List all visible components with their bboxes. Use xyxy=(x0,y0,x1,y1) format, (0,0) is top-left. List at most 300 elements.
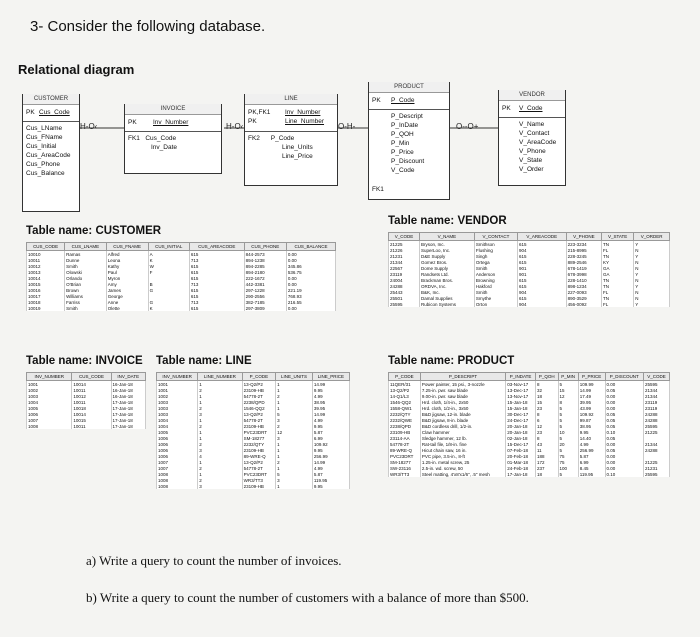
table-cell: B&D jigsaw, 8-in. blade xyxy=(420,417,505,423)
table-cell: Smithson xyxy=(474,241,517,248)
field: Line_Units xyxy=(282,144,313,151)
table-cell: Dunne xyxy=(65,257,107,263)
table-cell: 24288 xyxy=(644,417,670,423)
table-cell: 1 xyxy=(276,441,313,447)
table-cell: 0.00 xyxy=(286,251,335,258)
table-cell: Bryson, Inc. xyxy=(420,241,475,248)
table-cell: Brackman Bros. xyxy=(420,277,475,283)
table-cell: Y xyxy=(634,253,670,259)
column-header: V_ORDER xyxy=(634,233,670,241)
table-cell: Y xyxy=(634,241,670,248)
table-cell: SW-23116 xyxy=(389,465,421,471)
field: Cus_Balance xyxy=(26,170,65,177)
table-cell: 38.95 xyxy=(578,423,605,429)
column-header: P_DESCRIPT xyxy=(420,373,505,381)
table-cell: 23 xyxy=(535,405,558,411)
table-cell: 13-Q2/P2 xyxy=(389,387,421,393)
table-cell: 24-Dec-17 xyxy=(506,417,536,423)
table-cell: 1 xyxy=(276,483,313,489)
table-cell: 109.92 xyxy=(312,441,349,447)
table-cell: 10010 xyxy=(27,251,65,258)
column-header: V_AREACODE xyxy=(517,233,566,241)
table-cell: 615 xyxy=(517,253,566,259)
column-header: CUS_AREACODE xyxy=(189,243,244,251)
table-cell: 54778-2T xyxy=(389,441,421,447)
relationship-symbol: H-O‹ xyxy=(80,122,98,131)
table-cell: 221.19 xyxy=(286,287,335,293)
table-cell: Y xyxy=(634,301,670,307)
column-header: INV_NUMBER xyxy=(157,373,198,381)
table-cell: 10014 xyxy=(72,411,111,417)
table-cell: 228-1410 xyxy=(566,277,601,283)
table-cell: Smith xyxy=(474,289,517,295)
table-cell: Smith xyxy=(474,265,517,271)
table-cell: 14.99 xyxy=(312,459,349,465)
table-cell: 25595 xyxy=(644,423,670,429)
table-cell: 8 xyxy=(558,399,578,405)
table-cell: 10014 xyxy=(27,275,65,281)
table-cell: 6.99 xyxy=(578,459,605,465)
table-cell: 24-Feb-18 xyxy=(506,465,536,471)
table-cell: Ramas xyxy=(65,251,107,258)
table-cell: 0.00 xyxy=(605,465,644,471)
table-cell: 678-3998 xyxy=(566,271,601,277)
relationship-symbol: O-H- xyxy=(338,122,356,131)
table-cell: 14.99 xyxy=(312,381,349,388)
table-cell: Anderson xyxy=(474,271,517,277)
entity-pk-label: PK,FK1 xyxy=(248,109,271,116)
table-cell: 5 xyxy=(558,471,578,477)
table-cell: 20 xyxy=(558,441,578,447)
relationship-symbol: H-O‹ xyxy=(226,122,244,131)
table-cell: N xyxy=(634,289,670,295)
table-cell: 03-Nov-17 xyxy=(506,381,536,388)
table-cell: 10015 xyxy=(27,281,65,287)
table-cell: 75 xyxy=(558,459,578,465)
table-cell: 0.00 xyxy=(605,441,644,447)
table-cell: 1004 xyxy=(157,423,198,429)
table-cell: 21344 xyxy=(644,393,670,399)
table-cell: 1006 xyxy=(157,435,198,441)
table-cell: 9.95 xyxy=(312,387,349,393)
table-cell: Rat-tail file, 1/8-in. fine xyxy=(420,441,505,447)
table-cell: 10018 xyxy=(72,405,111,411)
table-cell: 5.87 xyxy=(578,453,605,459)
table-cell: 6.99 xyxy=(312,435,349,441)
table-cell: Farriss xyxy=(65,299,107,305)
table-cell: 615 xyxy=(517,295,566,301)
table-cell: KY xyxy=(602,259,634,265)
table-cell: 1 xyxy=(198,435,242,441)
table-cell: 17-Jan-18 xyxy=(111,411,145,417)
table-cell: 10016 xyxy=(27,287,65,293)
table-cell: N xyxy=(634,247,670,253)
column-header: CUS_PHONE xyxy=(244,243,286,251)
table-cell: 5.87 xyxy=(312,429,349,435)
table-cell: 894-2285 xyxy=(244,263,286,269)
product-table xyxy=(388,372,670,477)
table-cell: 119.95 xyxy=(312,477,349,483)
table-cell: 10015 xyxy=(72,417,111,423)
table-cell: Sledge hammer, 12 lb. xyxy=(420,435,505,441)
table-cell: 25501 xyxy=(389,295,420,301)
table-cell: 5 xyxy=(558,435,578,441)
table-cell: 22567 xyxy=(389,265,420,271)
relationship-lines xyxy=(0,0,700,210)
table-cell: 02-Jan-18 xyxy=(506,435,536,441)
table-cell: 0.05 xyxy=(605,411,644,417)
table-cell: 01-Mar-18 xyxy=(506,459,536,465)
table-cell: 13-Q2/P2 xyxy=(242,411,276,417)
table-cell: 15-Dec-17 xyxy=(506,441,536,447)
field: Inv_Date xyxy=(151,144,178,151)
table-cell: 1002 xyxy=(27,387,72,393)
table-cell: 678-1419 xyxy=(566,265,601,271)
table-cell: 1 xyxy=(276,399,313,405)
table-cell: 615 xyxy=(189,293,244,299)
entity-fields xyxy=(245,131,337,163)
table-cell: 382-7185 xyxy=(244,299,286,305)
table-cell: K xyxy=(148,257,189,263)
table-cell: 4.99 xyxy=(312,465,349,471)
entity-pk-field: Inv_Number xyxy=(285,109,321,116)
table-cell: 10011 xyxy=(72,423,111,429)
table-cell: 54778-2T xyxy=(242,393,276,399)
table-cell: 2 xyxy=(276,459,313,465)
table-cell: 1 xyxy=(198,417,242,423)
table-cell: 109.92 xyxy=(578,411,605,417)
table-cell: Smith xyxy=(65,305,107,311)
table-cell: 172 xyxy=(535,459,558,465)
table-cell: 345.86 xyxy=(286,263,335,269)
table-cell: 0.00 xyxy=(605,399,644,405)
table-row xyxy=(389,301,670,307)
table-cell: 222-1672 xyxy=(244,275,286,281)
table-cell: 5 xyxy=(276,471,313,477)
table-cell: 119.95 xyxy=(578,471,605,477)
entity-pk-field: Cus_Code xyxy=(39,109,70,116)
table-cell: 1 xyxy=(198,471,242,477)
table-cell: 256.99 xyxy=(578,447,605,453)
table-cell: 1006 xyxy=(27,411,72,417)
table-cell: 844-2573 xyxy=(244,251,286,258)
invoice-table-title: Table name: INVOICE xyxy=(26,355,143,367)
table-cell: 901 xyxy=(517,271,566,277)
table-cell: 23 xyxy=(535,429,558,435)
table-cell: 1008 xyxy=(157,471,198,477)
table-cell: 17-Jan-18 xyxy=(506,471,536,477)
table-cell: 615 xyxy=(189,269,244,275)
field: P_Descript xyxy=(391,113,423,120)
column-header: LINE_UNITS xyxy=(276,373,313,381)
table-cell: 1005 xyxy=(157,429,198,435)
table-cell: 713 xyxy=(189,257,244,263)
table-cell: SM-18277 xyxy=(242,435,276,441)
table-cell: 1546-QQ2 xyxy=(242,405,276,411)
table-cell: 23109-HB xyxy=(242,447,276,453)
table-cell: 24288 xyxy=(389,283,420,289)
table-cell: Smith xyxy=(65,263,107,269)
table-cell: 12 xyxy=(558,393,578,399)
field: Cus_Phone xyxy=(26,161,60,168)
table-cell: 17-Jan-18 xyxy=(111,399,145,405)
column-header: V_STATE xyxy=(602,233,634,241)
table-cell: Randsets Ltd. xyxy=(420,271,475,277)
entity-pk-label: PK xyxy=(128,119,137,126)
table-cell: 1004 xyxy=(27,399,72,405)
entity-pk-label: PK xyxy=(502,105,511,112)
line-entity xyxy=(244,94,338,186)
table-cell: TN xyxy=(602,295,634,301)
table-cell: ORDVA, Inc. xyxy=(420,283,475,289)
table-cell: 5 xyxy=(558,381,578,388)
table-cell: 10011 xyxy=(72,399,111,405)
question-b: b) Write a query to count the number of customers with a balance of more than $500. xyxy=(86,590,529,605)
table-cell: 2 xyxy=(198,405,242,411)
table-cell: FL xyxy=(602,301,634,307)
table-cell: 2232/QWE xyxy=(389,417,421,423)
table-cell: 713 xyxy=(189,299,244,305)
table-cell: G xyxy=(148,287,189,293)
table-cell: 1558-QW1 xyxy=(389,405,421,411)
table-cell: 2 xyxy=(276,393,313,399)
table-cell: 1003 xyxy=(157,399,198,405)
table-row xyxy=(157,483,350,489)
table-cell: WR3/TT3 xyxy=(389,471,421,477)
table-cell: 8 xyxy=(535,381,558,388)
table-cell: 13-Q2/P2 xyxy=(242,381,276,388)
table-cell: PVC23DRT xyxy=(242,471,276,477)
table-cell: 1005 xyxy=(27,405,72,411)
field: P_QOH xyxy=(391,131,414,138)
table-cell: PVC pipe, 3.5-in., 8-ft xyxy=(420,453,505,459)
relationship-symbol: O--O+ xyxy=(456,122,479,131)
entity-name: LINE xyxy=(245,94,337,105)
table-cell: Orton xyxy=(474,301,517,307)
table-cell: 1007 xyxy=(157,465,198,471)
column-header: INV_DATE xyxy=(111,373,145,381)
table-cell: 3 xyxy=(276,417,313,423)
product-entity xyxy=(368,82,450,200)
table-cell: 16-Jan-18 xyxy=(111,387,145,393)
table-cell: 17-Jan-18 xyxy=(111,423,145,429)
field: Cus_FName xyxy=(26,134,63,141)
table-cell: 1001 xyxy=(157,387,198,393)
table-cell: 89-WRE-Q xyxy=(389,447,421,453)
table-cell: 1003 xyxy=(27,393,72,399)
table-cell: 0.00 xyxy=(605,381,644,388)
table-cell: 0.00 xyxy=(605,393,644,399)
table-cell: FL xyxy=(602,247,634,253)
table-cell: Paul xyxy=(106,269,148,275)
table-cell: 9.95 xyxy=(312,423,349,429)
table-cell: 10011 xyxy=(72,387,111,393)
table-cell: 3 xyxy=(198,483,242,489)
table-cell: 89-WRE-Q xyxy=(242,453,276,459)
table-cell: B xyxy=(148,281,189,287)
table-cell: 8.45 xyxy=(578,465,605,471)
field: P_Discount xyxy=(391,158,425,165)
table-cell: 9.95 xyxy=(312,483,349,489)
table-cell: 1001 xyxy=(27,381,72,388)
table-cell: 23109-HB xyxy=(242,483,276,489)
table-cell: 0.00 xyxy=(605,459,644,465)
table-cell: 1 xyxy=(276,453,313,459)
table-cell: 14-Q1/L3 xyxy=(389,393,421,399)
table-cell: 0.00 xyxy=(286,305,335,311)
table-cell: 889-2546 xyxy=(566,259,601,265)
entity-pk-label: PK xyxy=(248,118,257,125)
table-cell: 2232/QTY xyxy=(389,411,421,417)
table-cell: Orlando xyxy=(65,275,107,281)
table-cell: 1 xyxy=(198,393,242,399)
table-cell: 3 xyxy=(198,411,242,417)
field: P_Price xyxy=(391,149,414,156)
table-cell: 768.93 xyxy=(286,293,335,299)
entity-fields xyxy=(125,131,221,154)
table-cell: 8 xyxy=(535,435,558,441)
table-cell: 2 xyxy=(198,477,242,483)
table-cell: 54778-2T xyxy=(242,417,276,423)
table-cell: FL xyxy=(602,289,634,295)
table-cell: 16-Jan-18 xyxy=(111,393,145,399)
table-cell: 54778-2T xyxy=(242,465,276,471)
table-cell: 10 xyxy=(558,429,578,435)
table-cell: 9.00-in. pwr. saw blade xyxy=(420,393,505,399)
table-cell: 615 xyxy=(189,275,244,281)
table-cell: 15-Jan-18 xyxy=(506,399,536,405)
table-cell: O'Brian xyxy=(65,281,107,287)
table-cell: 1 xyxy=(276,381,313,388)
table-cell: 21226 xyxy=(389,247,420,253)
field: Cus_AreaCode xyxy=(26,152,71,159)
table-cell: W xyxy=(148,263,189,269)
question-a: a) Write a query to count the number of invoices. xyxy=(86,553,342,568)
table-cell: 5 xyxy=(558,411,578,417)
table-cell: Gomez Bros. xyxy=(420,259,475,265)
table-cell: 13-Dec-17 xyxy=(506,387,536,393)
table-cell: 21344 xyxy=(389,259,420,265)
table-cell: 100 xyxy=(558,465,578,471)
table-cell: 1007 xyxy=(27,417,72,423)
table-cell: GA xyxy=(602,271,634,277)
table-cell: 10018 xyxy=(27,299,65,305)
column-header: V_NAME xyxy=(420,233,475,241)
table-cell: 3 xyxy=(198,447,242,453)
customer-table xyxy=(26,242,336,311)
table-cell: PVC23DRT xyxy=(242,429,276,435)
table-cell: 1002 xyxy=(157,393,198,399)
table-cell: 615 xyxy=(517,259,566,265)
table-cell: K xyxy=(148,305,189,311)
table-header-row xyxy=(389,373,670,381)
table-cell: TN xyxy=(602,283,634,289)
table-cell: 615 xyxy=(517,283,566,289)
table-cell: Williams xyxy=(65,293,107,299)
table-cell: 21225 xyxy=(644,459,670,465)
table-cell: 25595 xyxy=(644,471,670,477)
table-cell: 615 xyxy=(189,251,244,258)
table-cell: 6 xyxy=(535,417,558,423)
column-header: P_CODE xyxy=(242,373,276,381)
table-cell: 1008 xyxy=(27,423,72,429)
table-cell: 0.10 xyxy=(605,429,644,435)
table-cell: 24288 xyxy=(644,447,670,453)
field: V_State xyxy=(519,157,543,164)
table-cell: B&D cordless drill, 1/2-in. xyxy=(420,423,505,429)
column-header: CUS_FNAME xyxy=(106,243,148,251)
field: P_Min xyxy=(391,140,410,147)
table-cell: 615 xyxy=(517,241,566,248)
table-cell: 25595 xyxy=(389,301,420,307)
table-cell: 4.99 xyxy=(578,441,605,447)
column-header: CUS_BALANCE xyxy=(286,243,335,251)
table-cell: 99.87 xyxy=(578,417,605,423)
table-cell: 2 xyxy=(198,423,242,429)
table-cell: 1546-QQ2 xyxy=(389,399,421,405)
table-cell: Olette xyxy=(106,305,148,311)
table-cell: Ortega xyxy=(474,259,517,265)
column-header: V_CONTACT xyxy=(474,233,517,241)
table-header-row xyxy=(157,373,350,381)
table-cell: 13-Nov-17 xyxy=(506,393,536,399)
field: V_Order xyxy=(519,166,544,173)
entity-pk-label: PK xyxy=(372,97,381,104)
table-cell: 0.05 xyxy=(605,423,644,429)
table-cell: 713 xyxy=(189,281,244,287)
entity-name: CUSTOMER xyxy=(23,94,79,105)
table-cell: 188 xyxy=(535,453,558,459)
table-cell: 1008 xyxy=(157,477,198,483)
table-cell: 228-3245 xyxy=(566,253,601,259)
table-cell: 290-2556 xyxy=(244,293,286,299)
table-cell: 17-Jan-18 xyxy=(111,417,145,423)
table-cell: 10017 xyxy=(27,293,65,299)
field: V_Contact xyxy=(519,130,550,137)
entity-name: INVOICE xyxy=(125,104,221,115)
table-cell: 10012 xyxy=(27,263,65,269)
table-cell: B&K, Inc. xyxy=(420,289,475,295)
column-header: P_PRICE xyxy=(578,373,605,381)
table-cell: Y xyxy=(634,271,670,277)
customer-entity xyxy=(22,94,80,212)
product-table-title: Table name: PRODUCT xyxy=(388,355,515,367)
table-cell: 3 xyxy=(276,477,313,483)
table-cell: 536.75 xyxy=(286,269,335,275)
table-cell: 1 xyxy=(276,465,313,471)
table-cell: 13-Q2/P2 xyxy=(242,459,276,465)
table-cell: 2.5-in. wd. screw, 50 xyxy=(420,465,505,471)
table-cell: 20-Jan-18 xyxy=(506,429,536,435)
table-cell: 2 xyxy=(198,387,242,393)
table-cell: Steel matting, 4'x8'x1/6", .5" mesh xyxy=(420,471,505,477)
table-cell: A xyxy=(148,251,189,258)
entity-pk-field: Line_Number xyxy=(285,118,325,125)
table-cell: 21344 xyxy=(644,387,670,393)
table-cell: TN xyxy=(602,277,634,283)
table-cell: 43 xyxy=(535,441,558,447)
table-cell: Power painter, 15 psi., 3-nozzle xyxy=(420,381,505,388)
table-cell: Hicut chain saw, 16 in. xyxy=(420,447,505,453)
column-header: P_DISCOUNT xyxy=(605,373,644,381)
table-cell: Rubicon Systems xyxy=(420,301,475,307)
table-cell: Damal Supplies xyxy=(420,295,475,301)
invoice-table xyxy=(26,372,146,429)
entity-fields xyxy=(23,121,79,180)
table-cell: 0.00 xyxy=(286,257,335,263)
table-cell: 1.25-in. metal screw, 25 xyxy=(420,459,505,465)
table-cell: 18 xyxy=(535,471,558,477)
